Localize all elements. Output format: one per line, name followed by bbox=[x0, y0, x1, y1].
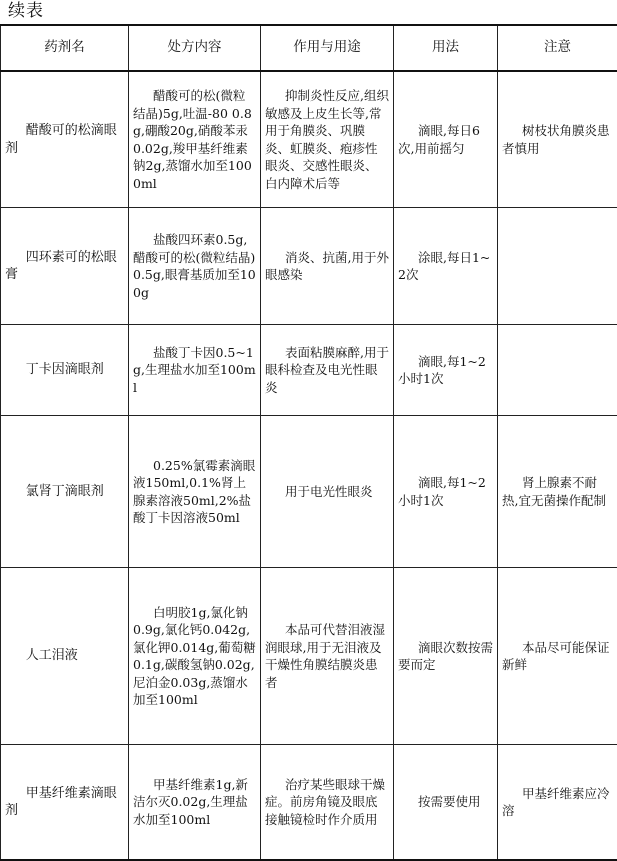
cell-drug-name: 丁卡因滴眼剂 bbox=[1, 325, 129, 416]
cell-use: 本品可代替泪液湿润眼球,用于无泪液及干燥性角膜结膜炎患者 bbox=[261, 568, 394, 745]
cell-note: 肾上腺素不耐热,宜无菌操作配制 bbox=[498, 416, 617, 568]
table-caption: 续表 bbox=[8, 0, 44, 22]
cell-formula: 0.25%氯霉素滴眼液150ml,0.1%肾上腺素溶液50ml,2%盐酸丁卡因溶液50ml bbox=[129, 416, 261, 568]
cell-usage: 滴眼,每1~2小时1次 bbox=[394, 325, 498, 416]
cell-note: 树枝状角膜炎患者慎用 bbox=[498, 71, 617, 208]
table-row bbox=[1, 208, 617, 325]
header-use: 作用与用途 bbox=[261, 25, 394, 71]
table-row bbox=[1, 745, 617, 861]
cell-use: 消炎、抗菌,用于外眼感染 bbox=[261, 208, 394, 325]
cell-formula: 盐酸四环素0.5g,醋酸可的松(微粒结晶)0.5g,眼膏基质加至100g bbox=[129, 208, 261, 325]
cell-use: 抑制炎性反应,组织敏感及上皮生长等,常用于角膜炎、巩膜炎、虹膜炎、疱疹性眼炎、交感性眼炎、白内障术后等 bbox=[261, 71, 394, 208]
cell-drug-name: 人工泪液 bbox=[1, 568, 129, 745]
table-row bbox=[1, 568, 617, 745]
cell-note: 本品尽可能保证新鲜 bbox=[498, 568, 617, 745]
cell-formula: 白明胶1g,氯化钠0.9g,氯化钙0.042g,氯化钾0.014g,葡萄糖0.1g,碳酸氢钠0.02g,尼泊金0.03g,蒸馏水加至100ml bbox=[129, 568, 261, 745]
cell-usage: 滴眼次数按需要而定 bbox=[394, 568, 498, 745]
cell-usage: 涂眼,每日1~2次 bbox=[394, 208, 498, 325]
cell-drug-name: 甲基纤维素滴眼剂 bbox=[1, 745, 129, 861]
cell-formula: 醋酸可的松(微粒结晶)5g,吐温-80 0.8g,硼酸20g,硝酸苯汞0.02g,羧甲基纤维素钠2g,蒸馏水加至1000ml bbox=[129, 71, 261, 208]
cell-drug-name: 氯肾丁滴眼剂 bbox=[1, 416, 129, 568]
table-row bbox=[1, 416, 617, 568]
cell-drug-name: 四环素可的松眼膏 bbox=[1, 208, 129, 325]
cell-note bbox=[498, 325, 617, 416]
cell-drug-name: 醋酸可的松滴眼剂 bbox=[1, 71, 129, 208]
table-row bbox=[1, 71, 617, 208]
header-usage: 用法 bbox=[394, 25, 498, 71]
drug-table bbox=[0, 24, 617, 861]
cell-note: 甲基纤维素应冷溶 bbox=[498, 745, 617, 861]
cell-usage: 滴眼,每日6次,用前摇匀 bbox=[394, 71, 498, 208]
cell-use: 表面粘膜麻醉,用于眼科检查及电光性眼炎 bbox=[261, 325, 394, 416]
cell-use: 用于电光性眼炎 bbox=[261, 416, 394, 568]
header-note: 注意 bbox=[498, 25, 617, 71]
header-formula: 处方内容 bbox=[129, 25, 261, 71]
cell-usage: 按需要使用 bbox=[394, 745, 498, 861]
header-drug-name: 药剂名 bbox=[1, 25, 129, 71]
table-header-row bbox=[1, 25, 617, 71]
cell-use: 治疗某些眼球干燥症。前房角镜及眼底接触镜检时作介质用 bbox=[261, 745, 394, 861]
cell-note bbox=[498, 208, 617, 325]
cell-usage: 滴眼,每1~2小时1次 bbox=[394, 416, 498, 568]
cell-formula: 甲基纤维素1g,新洁尔灭0.02g,生理盐水加至100ml bbox=[129, 745, 261, 861]
table-row bbox=[1, 325, 617, 416]
cell-formula: 盐酸丁卡因0.5~1g,生理盐水加至100ml bbox=[129, 325, 261, 416]
